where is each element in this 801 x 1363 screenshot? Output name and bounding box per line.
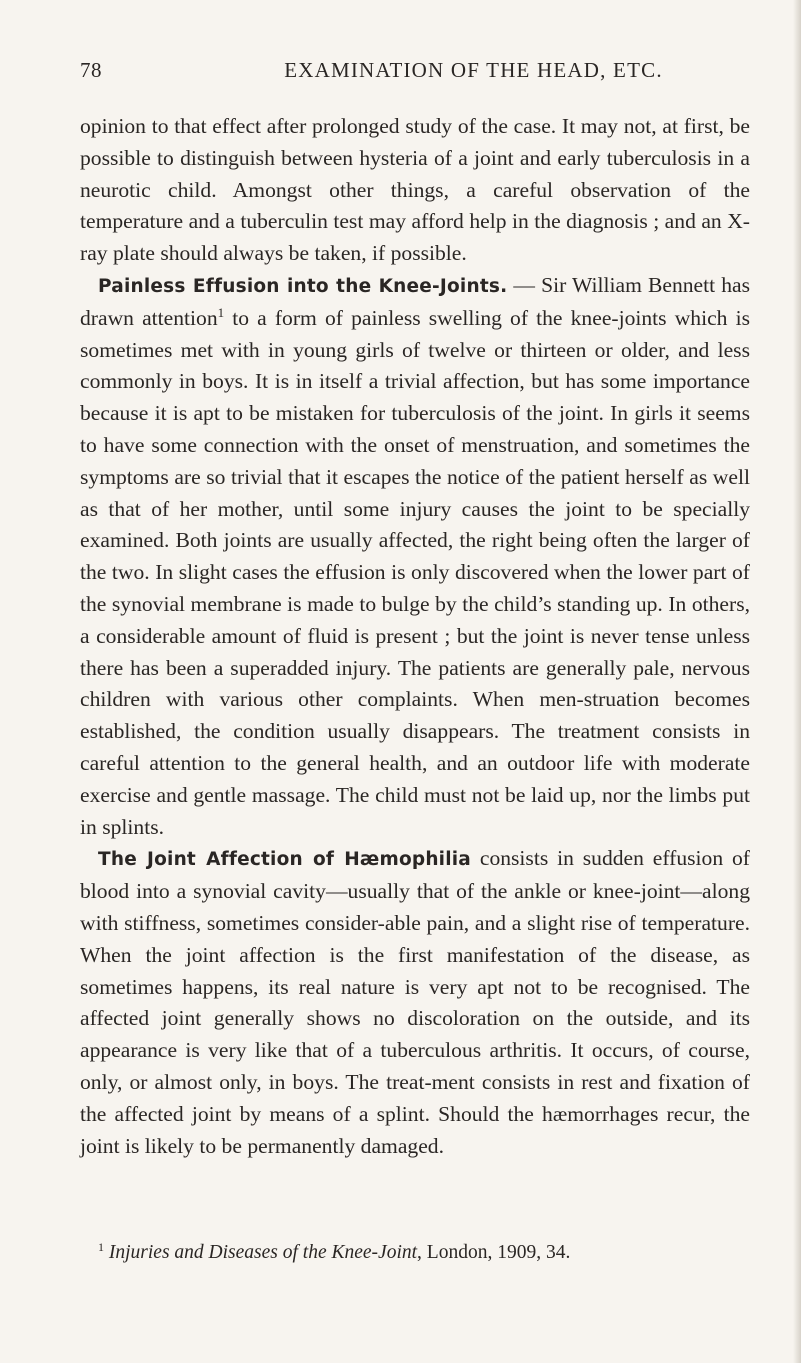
footnote-reference[interactable]: 1 [217, 304, 225, 320]
paragraph-text: consists in sudden effusion of blood into a synovial cavity—usually that of the ankle or knee-joint—along with stiffness, sometimes consider-able pain, and a slight rise of temperature. When the joint affection is the first manifestation of the disease, as sometimes happens, its real nature is very apt not to be recognised. The affected joint generally shows no discoloration on the outside, and its appearance is very like that of a tuberculous arthritis. It occurs, of course, only, or almost only, in boys. The treat-ment consists in rest and fixation of the affected joint by means of a splint. Should the hæmorrhages recur, the joint is likely to be permanently damaged. [80, 846, 750, 1158]
paragraph-painless-effusion [80, 270, 750, 843]
page-number: 78 [80, 58, 102, 82]
footnote-citation: , London, 1909, 34. [417, 1242, 571, 1263]
paragraph-hysteria [80, 111, 750, 270]
section-heading-haemophilia: The Joint Affection of Hæmophilia [98, 849, 471, 871]
paragraph-lead: — Sir William Bennett has drawn attention [80, 272, 750, 330]
running-title: EXAMINATION OF THE HEAD, ETC. [284, 58, 663, 82]
body-text [80, 111, 750, 1162]
footnote-marker: 1 [98, 1240, 104, 1254]
paragraph-haemophilia [80, 843, 750, 1162]
running-head [80, 58, 749, 88]
footnote-title: Injuries and Diseases of the Knee-Joint [108, 1242, 418, 1263]
section-heading-painless-effusion: Painless Effusion into the Knee-Joints. [98, 275, 508, 297]
footnote [98, 1240, 758, 1266]
page-edge-shadow [793, 0, 801, 1363]
paragraph-text: to a form of painless swelling of the knee-joints which is sometimes met with in young girls of twelve or thirteen or older, and less commonly in boys. It is in itself a trivial affection, but has some importance because it is apt to be mistaken for tuberculosis of the joint. In girls it seems to have some connection with the onset of menstruation, and sometimes the symptoms are so trivial that it escapes the notice of the patient herself as well as that of her mother, until some injury causes the joint to be specially examined. Both joints are usually affected, the right being often the larger of the two. In slight cases the effusion is only discovered when the lower part of the synovial membrane is made to bulge by the child’s standing up. In others, a considerable amount of fluid is present ; but the joint is never tense unless there has been a superadded injury. The patients are generally pale, nervous children with various other complaints. When men-struation becomes established, the condition usually disappears. The treatment consists in careful attention to the general health, and an outdoor life with moderate exercise and gentle massage. The child must not be laid up, nor the limbs put in splints. [80, 305, 750, 839]
paragraph-text: opinion to that effect after prolonged study of the case. It may not, at first, be possible to distinguish between hysteria of a joint and early tuberculosis in a neurotic child. Amongst other things, a careful observation of the temperature and a tuberculin test may afford help in the diagnosis ; and an X-ray plate should always be taken, if possible. [80, 114, 750, 266]
